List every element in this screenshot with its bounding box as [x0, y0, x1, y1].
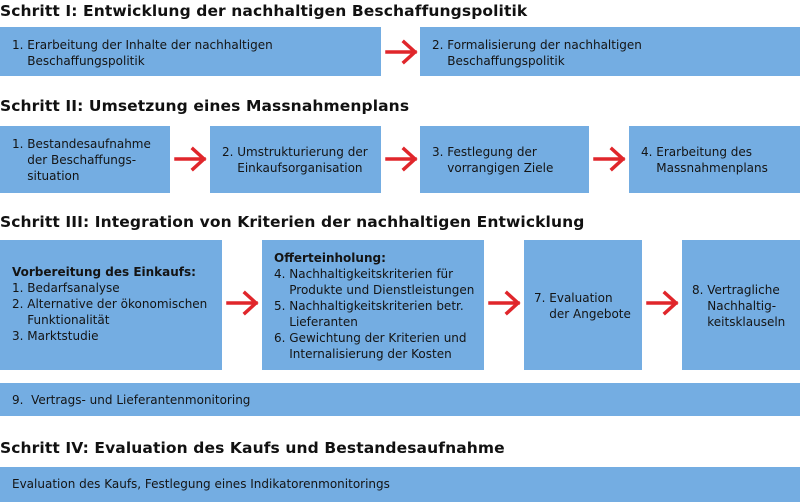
arrow-right-icon	[226, 290, 260, 316]
step2-box-1	[0, 126, 170, 193]
step3-box-2-title: Offerteinholung:	[274, 251, 386, 265]
step2-box-2-line-2: Einkaufsorganisation	[222, 161, 363, 175]
step2-box-3-line-2: vorrangigen Ziele	[432, 161, 554, 175]
step1-box-1-line-1: 1. Erarbeitung der Inhalte der nachhaltigen	[12, 38, 273, 52]
step3-box-2	[262, 240, 484, 370]
step3-box-4	[682, 240, 800, 370]
step4-box-1-label: Evaluation des Kaufs, Festlegung eines Indikatorenmonitorings	[12, 477, 390, 491]
step3-box-3-line-1: 7. Evaluation	[534, 291, 613, 305]
step1-heading: Schritt I: Entwicklung der nachhaltigen Beschaffungspolitik	[0, 2, 528, 20]
step4-box-1	[0, 467, 800, 502]
step3-box-4-line-1: 8. Vertragliche	[692, 283, 780, 297]
step3-heading: Schritt III: Integration von Kriterien der nachhaltigen Entwicklung	[0, 213, 585, 231]
arrow-right-icon	[385, 146, 419, 172]
step2-box-3-line-1: 3. Festlegung der	[432, 145, 537, 159]
step1-box-1	[0, 27, 381, 76]
step1-box-2-line-1: 2. Formalisierung der nachhaltigen	[432, 38, 642, 52]
step3-box-4-line-2: Nachhaltig-	[692, 299, 777, 313]
step3-box-4-line-3: keitsklauseln	[692, 315, 786, 329]
arrow-right-icon	[385, 39, 419, 65]
step3-box-1-title: Vorbereitung des Einkaufs:	[12, 265, 196, 279]
step1-box-2	[420, 27, 800, 76]
step3-box-1-line-3: Funktionalität	[12, 313, 110, 327]
step2-box-4-line-1: 4. Erarbeitung des	[641, 145, 752, 159]
step3-box-1-line-2: 2. Alternative der ökonomischen	[12, 297, 208, 311]
step3-box-1-line-4: 3. Marktstudie	[12, 329, 99, 343]
step2-box-2	[210, 126, 381, 193]
step3-box-2-line-4: Lieferanten	[274, 315, 358, 329]
step3-box-2-line-1: 4. Nachhaltigkeitskriterien für	[274, 267, 454, 281]
step3-box-monitoring	[0, 383, 800, 416]
step2-box-1-line-1: 1. Bestandesaufnahme	[12, 137, 151, 151]
step2-box-3	[420, 126, 589, 193]
step2-box-4-line-2: Massnahmenplans	[641, 161, 768, 175]
step3-box-1-line-1: 1. Bedarfsanalyse	[12, 281, 120, 295]
arrow-right-icon	[593, 146, 627, 172]
arrow-right-icon	[646, 290, 680, 316]
arrow-right-icon	[488, 290, 522, 316]
step2-heading: Schritt II: Umsetzung eines Massnahmenplans	[0, 97, 410, 115]
step2-box-2-line-1: 2. Umstrukturierung der	[222, 145, 368, 159]
step3-box-1	[0, 240, 222, 370]
step2-box-1-line-2: der Beschaffungs-	[12, 153, 137, 167]
arrow-right-icon	[174, 146, 208, 172]
step2-box-1-line-3: situation	[12, 169, 80, 183]
step3-box-2-line-3: 5. Nachhaltigkeitskriterien betr.	[274, 299, 464, 313]
step3-box-2-line-6: Internalisierung der Kosten	[274, 347, 452, 361]
step3-box-2-line-2: Produkte und Dienstleistungen	[274, 283, 475, 297]
step3-box-monitoring-label: 9. Vertrags- und Lieferantenmonitoring	[12, 393, 251, 407]
step3-box-3-line-2: der Angebote	[534, 307, 631, 321]
step2-box-4	[629, 126, 800, 193]
step3-box-3	[524, 240, 642, 370]
step3-box-2-line-5: 6. Gewichtung der Kriterien und	[274, 331, 467, 345]
step1-box-1-line-2: Beschaffungspolitik	[12, 54, 145, 68]
step1-box-2-line-2: Beschaffungspolitik	[432, 54, 565, 68]
step4-heading: Schritt IV: Evaluation des Kaufs und Bestandesaufnahme	[0, 439, 505, 457]
